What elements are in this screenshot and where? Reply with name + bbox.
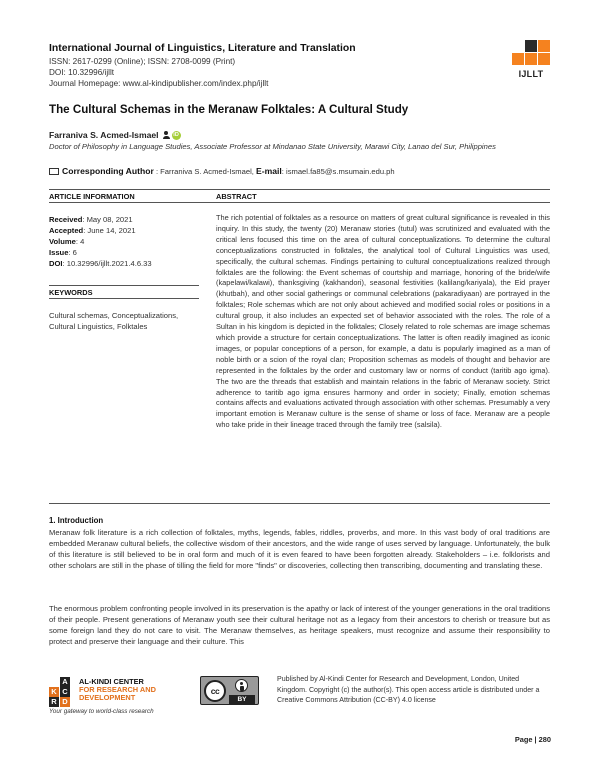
kd-cell: K	[49, 687, 59, 697]
introduction-heading: 1. Introduction	[49, 516, 104, 525]
kd-cell: D	[60, 697, 70, 707]
envelope-icon	[49, 168, 59, 175]
keywords-heading: KEYWORDS	[49, 288, 93, 297]
journal-doi: DOI: 10.32996/ijllt	[49, 68, 115, 77]
received-row: Received: May 08, 2021	[49, 215, 133, 224]
volume-row: Volume: 4	[49, 237, 85, 246]
article-info-heading: ARTICLE INFORMATION	[49, 192, 135, 201]
author-name: Farraniva S. Acmed-Ismael	[49, 130, 159, 140]
divider	[49, 189, 550, 190]
al-kindi-logo	[49, 677, 209, 717]
divider	[49, 202, 550, 203]
journal-issn: ISSN: 2617-0299 (Online); ISSN: 2708-0099 (Print)	[49, 57, 236, 66]
abstract-text: The rich potential of folktales as a resource on matters of great cultural significance is revealed in this inquiry. In this study, the twenty (20) Meranaw stories (tutul) was scrutinized and evaluated with the critical lens focused this time on the area of cultural conceptualizations. To determine the cultural conceptualizations constructed in folktales, the analytical tool of Cultural Linguistics was used, specifically, the cultural schemas. Findings pertaining to cultural conceptualizations realized through folktales are the following: the Event schemas of courtship and marriage, honoring of the bride/wife (kapelawi/kalawi), thanksgiving (kakhandori), seasonal festivities (kalilang/kariyala), the Eid prayer (khutbah), and other social gatherings or communal celebrations (pakaradiyaan) are portrayed in the folktales; Role schemas which are not only about achieved and modified social roles or positions in a cultural group, it also includes an expected set of behavior associated with the roles. The role of a Sultan in his kingdom is depicted in the folktales; Closely related to role schemas are image schemas which provide a structure for certain conceptualizations. The latter is often readily imagined as iconic images, or popular conceptions of a person, for example, a datu is popularly imagined as a man of noble birth or a scion of the royal clan; Proposition schemas as models of thought and behavior are represented in the folktales by the order and customary law or norms of conduct (taritib ago igma). The two are the threads that establish and maintain relations in the fabric of Meranaw society. Strict adherence to taritib ago igma ensures harmony and order in society; Finally, emotion schemas contains affects and evaluations activated through association with other schemas. Presumably a very important emotion is Meranaw culture is the sense of shame or loss of face. Meranaw are a people who take pride in their lineage traced through the family tree (salsila).	[216, 213, 550, 430]
cc-by-badge[interactable]	[200, 676, 259, 705]
kd-cell: A	[60, 677, 70, 687]
page-number: Page | 280	[514, 735, 551, 744]
corresponding-author	[49, 166, 395, 176]
ijllt-logo-text: IJLLT	[518, 69, 544, 79]
logo-square	[525, 53, 537, 65]
paper-title: The Cultural Schemas in the Meranaw Folktales: A Cultural Study	[49, 103, 409, 116]
kd-cell: C	[60, 687, 70, 697]
divider	[49, 503, 550, 504]
issue-row: Issue: 6	[49, 248, 77, 257]
divider	[49, 285, 199, 286]
divider	[49, 298, 199, 299]
keywords-list: Cultural schemas, Conceptualizations, Cultural Linguistics, Folktales	[49, 311, 179, 331]
kd-cell: R	[49, 697, 59, 707]
doi-row: DOI: 10.32996/ijllt.2021.4.6.33	[49, 259, 152, 268]
article-info	[49, 214, 199, 269]
journal-header	[49, 42, 489, 89]
email-value[interactable]: : ismael.fa85@s.msumain.edu.ph	[281, 167, 395, 176]
accepted-row: Accepted: June 14, 2021	[49, 226, 136, 235]
author-affiliation: Doctor of Philosophy in Language Studies, Associate Professor at Mindanao State University, Marawi City, Lanao del Sur, Philippines	[49, 142, 496, 151]
journal-homepage[interactable]: Journal Homepage: www.al-kindipublisher.com/index.php/ijllt	[49, 79, 269, 88]
logo-square	[538, 40, 550, 52]
abstract-heading: ABSTRACT	[216, 192, 257, 201]
intro-paragraph-1: Meranaw folk literature is a rich collection of folktales, myths, legends, fables, riddles, proverbs, and more. In this vast body of oral traditions are embedded Meranaw cultural beliefs, the collective wisdom of their ancestors, and the wide range of uses served by language. Unfortunately, the bulk of this literature is still believed to be in oral form and much of it is even feared to have been forgotten already. Stakeholders – i.e. folklorists and other scholars are still in the phase of tilling the field for more "finds" or discoveries, collecting then transcribing, documenting and translating these.	[49, 528, 550, 571]
author-line	[49, 130, 181, 140]
license-text: Published by Al-Kindi Center for Research and Development, London, United Kingdom. Copyright (c) the author(s). This open access article is distributed under a Creative Commons Attribution (CC-BY) 4.0 license	[277, 675, 540, 704]
attribution-icon	[235, 679, 248, 692]
orcid-icon[interactable]: iD	[173, 132, 179, 138]
logo-square	[525, 40, 537, 52]
intro-paragraph-2: The enormous problem confronting people involved in its preservation is the apathy or lack of interest of the younger generations in the oral traditions of their people. Present generations of Meranaw youth see their cultural heritage not as a legacy from their ancestors to cherish or treasure but as some foreign land they do not care to visit. The Meranaw themselves, as heritage speakers, must recognize and assume their responsibility to protect and preserve their language and their culture. This	[49, 604, 550, 647]
user-icon	[163, 131, 170, 139]
journal-title: International Journal of Linguistics, Literature and Translation	[49, 43, 356, 54]
al-kindi-name: AL-KINDI CENTER FOR RESEARCH AND DEVELOPMENT	[79, 677, 156, 703]
by-label: BY	[229, 695, 255, 704]
logo-square	[512, 53, 524, 65]
logo-square	[538, 53, 550, 65]
al-kindi-tagline: Your gateway to world-class research	[49, 708, 154, 715]
cc-icon: cc	[204, 680, 226, 702]
corr-label: Corresponding Author	[62, 166, 154, 176]
corr-name: : Farraniva S. Acmed-Ismael,	[155, 167, 254, 176]
email-label: E-mail	[256, 166, 282, 176]
